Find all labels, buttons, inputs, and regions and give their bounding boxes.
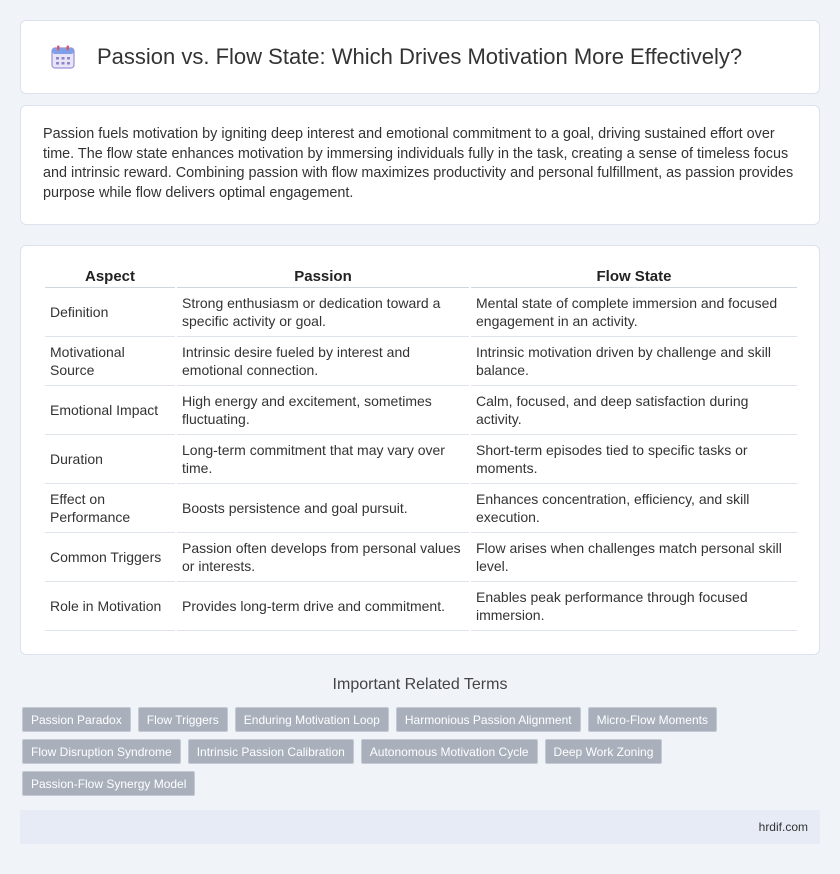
flow-state-cell: Enables peak performance through focused immersion. xyxy=(471,582,797,631)
header-aspect: Aspect xyxy=(45,266,175,288)
passion-cell: Boosts persistence and goal pursuit. xyxy=(177,484,469,533)
header-passion: Passion xyxy=(177,266,469,288)
table-row xyxy=(45,435,797,484)
footer-site-link[interactable]: hrdif.com xyxy=(758,820,808,834)
aspect-cell: Emotional Impact xyxy=(45,386,175,435)
aspect-cell: Effect on Performance xyxy=(45,484,175,533)
related-term-tag[interactable]: Autonomous Motivation Cycle xyxy=(361,739,538,764)
flow-state-cell: Short-term episodes tied to specific tasks or moments. xyxy=(471,435,797,484)
passion-cell: Passion often develops from personal values or interests. xyxy=(177,533,469,582)
page-title: Passion vs. Flow State: Which Drives Motivation More Effectively? xyxy=(97,44,743,69)
table-row xyxy=(45,386,797,435)
related-term-tag[interactable]: Passion Paradox xyxy=(22,707,131,732)
related-term-tag[interactable]: Micro-Flow Moments xyxy=(588,707,717,732)
passion-cell: Intrinsic desire fueled by interest and emotional connection. xyxy=(177,337,469,386)
related-term-tag[interactable]: Harmonious Passion Alignment xyxy=(396,707,581,732)
intro-card xyxy=(20,105,820,225)
related-term-tag[interactable]: Flow Disruption Syndrome xyxy=(22,739,181,764)
aspect-cell: Definition xyxy=(45,288,175,337)
table-row xyxy=(45,582,797,631)
table-row xyxy=(45,337,797,386)
related-term-tag[interactable]: Intrinsic Passion Calibration xyxy=(188,739,354,764)
flow-state-cell: Flow arises when challenges match personal skill level. xyxy=(471,533,797,582)
related-terms-list xyxy=(22,707,822,803)
related-term-tag[interactable]: Passion-Flow Synergy Model xyxy=(22,771,195,796)
related-term-tag[interactable]: Deep Work Zoning xyxy=(545,739,663,764)
table-row xyxy=(45,533,797,582)
passion-cell: High energy and excitement, sometimes fluctuating. xyxy=(177,386,469,435)
header-flow-state: Flow State xyxy=(471,266,797,288)
passion-cell: Long-term commitment that may vary over time. xyxy=(177,435,469,484)
aspect-cell: Common Triggers xyxy=(45,533,175,582)
footer xyxy=(20,810,820,844)
aspect-cell: Duration xyxy=(45,435,175,484)
comparison-card xyxy=(20,245,820,655)
aspect-cell: Motivational Source xyxy=(45,337,175,386)
related-terms-title: Important Related Terms xyxy=(332,676,508,693)
table-row xyxy=(45,288,797,337)
flow-state-cell: Enhances concentration, efficiency, and skill execution. xyxy=(471,484,797,533)
table-header-row xyxy=(45,266,797,288)
intro-text: Passion fuels motivation by igniting deep interest and emotional commitment to a goal, driving sustained effort over time. The flow state enhances motivation by immersing individuals fully in the task, creating a sense of timeless focus and intrinsic reward. Combining passion with flow maximizes productivity and personal fulfillment, as passion provides purpose while flow delivers optimal engagement. xyxy=(43,126,794,201)
header-card xyxy=(20,20,820,94)
flow-state-cell: Mental state of complete immersion and focused engagement in an activity. xyxy=(471,288,797,337)
flow-state-cell: Calm, focused, and deep satisfaction during activity. xyxy=(471,386,797,435)
comparison-table xyxy=(43,266,799,631)
passion-cell: Strong enthusiasm or dedication toward a specific activity or goal. xyxy=(177,288,469,337)
passion-cell: Provides long-term drive and commitment. xyxy=(177,582,469,631)
related-term-tag[interactable]: Enduring Motivation Loop xyxy=(235,707,389,732)
related-term-tag[interactable]: Flow Triggers xyxy=(138,707,228,732)
flow-state-cell: Intrinsic motivation driven by challenge and skill balance. xyxy=(471,337,797,386)
aspect-cell: Role in Motivation xyxy=(45,582,175,631)
calendar-icon xyxy=(49,43,77,71)
table-row xyxy=(45,484,797,533)
